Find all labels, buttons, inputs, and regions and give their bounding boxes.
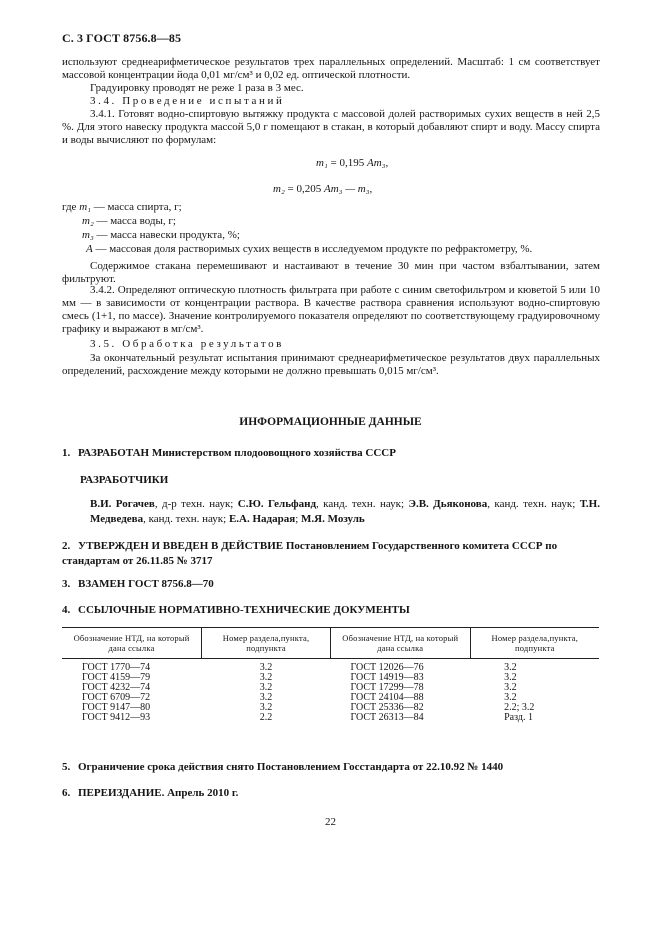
table-cell: 2.2; 3.2 <box>504 702 535 713</box>
developer-name: Т.Н. Медведева <box>90 498 600 525</box>
formula-m2-lhs: m₂ <box>273 183 285 195</box>
table-cell: 3.2 <box>259 662 273 673</box>
paragraph-calibration-frequency: Градуировку проводят не реже 1 раза в 3 мес. <box>90 82 304 94</box>
page-header: С. 3 ГОСТ 8756.8—85 <box>62 31 182 45</box>
item-text: УТВЕРЖДЕН И ВВЕДЕН В ДЕЙСТВИЕ Постановлением Государственного комитета СССР по стандартам от 26.11.85 № 3717 <box>62 540 558 567</box>
developer-role: ; <box>295 513 301 525</box>
table-cell: 3.2 <box>504 672 517 683</box>
where-line-m2 <box>82 215 176 228</box>
developer-name: Е.А. Надарая <box>228 513 296 525</box>
table-cell: 3.2 <box>504 682 517 693</box>
where-line-m1 <box>62 201 182 214</box>
developer-name: В.И. Рогачев <box>90 498 155 510</box>
table-cell: ГОСТ 26313—84 <box>350 712 424 723</box>
section-heading-3-4 <box>62 95 600 108</box>
paragraph-3-4-2: 3.4.2. Определяют оптическую плотность фильтрата при работе с синим светофильтром и кюветой 5 или 10 мм — в зависимости от концентрации раствора. В качестве раствора сравнения используют водно-спиртовую смесь (1+1, по массе). Значение контролируемого показателя определяют по соответствующему градуировочному графику и выражают в мг/см³. <box>62 284 600 335</box>
table-cell: ГОСТ 9412—93 <box>82 712 151 723</box>
developer-role: , канд. техн. наук; <box>487 498 580 510</box>
item-number: 3. <box>62 578 71 590</box>
formula-m1-rhs: Am₃, <box>367 157 389 169</box>
section-heading-3-5 <box>62 338 600 351</box>
table-cell: ГОСТ 14919—83 <box>350 672 424 683</box>
section-heading-3-4-text: 3.4. Проведение испытаний <box>90 95 285 107</box>
info-item-5 <box>62 760 602 775</box>
section-heading-3-5-text: 3.5. Обработка результатов <box>90 338 284 350</box>
table-cell: 3.2 <box>504 692 517 703</box>
item-text: ССЫЛОЧНЫЕ НОРМАТИВНО-ТЕХНИЧЕСКИЕ ДОКУМЕНТЫ <box>78 604 410 616</box>
item-number: 2. <box>62 540 71 552</box>
developer-name: С.Ю. Гельфанд <box>237 498 317 510</box>
table-cell: Разд. 1 <box>504 712 533 723</box>
symbol-m3: m₃ <box>82 229 94 241</box>
symbol-m1: m₁ <box>79 201 91 213</box>
formula-m1-eq: = 0,195 <box>327 157 367 169</box>
table-cell: ГОСТ 4159—79 <box>82 672 151 683</box>
developer-role: , канд. техн. наук; <box>316 498 409 510</box>
formula-m2-rhs: Am₃ — m₃, <box>324 183 373 195</box>
table-cell: ГОСТ 4232—74 <box>82 682 151 693</box>
table-cell: 3.2 <box>259 672 273 683</box>
formula-m1 <box>316 157 388 169</box>
developer-name: Э.В. Дьяконова <box>408 498 488 510</box>
item-number: 4. <box>62 604 71 616</box>
reference-documents-table <box>62 627 599 723</box>
where-desc-m2: — масса воды, г; <box>93 215 176 227</box>
table-cell: ГОСТ 1770—74 <box>82 662 151 673</box>
symbol-a: A <box>86 243 93 255</box>
table-cell: ГОСТ 17299—78 <box>350 682 424 693</box>
where-prefix: где <box>62 201 80 213</box>
item-number: 1. <box>62 447 71 459</box>
column-header: Номер раздела,пункта, подпункта <box>202 628 331 659</box>
symbol-m2: m₂ <box>82 215 94 227</box>
where-desc-a: — массовая доля растворимых сухих веществ в исследуемом продукте по рефрактометру, %. <box>92 243 533 255</box>
info-title: ИНФОРМАЦИОННЫЕ ДАННЫЕ <box>239 416 422 428</box>
table-cell: ГОСТ 12026—76 <box>350 662 424 673</box>
item-number: 5. <box>62 761 71 773</box>
developers-list <box>90 497 600 527</box>
info-item-6 <box>62 786 602 801</box>
formula-m2 <box>273 183 372 195</box>
column-header: Номер раздела,пункта, подпункта <box>470 628 599 659</box>
column-header: Обозначение НТД, на который дана ссылка <box>62 628 202 659</box>
developers-title: РАЗРАБОТЧИКИ <box>80 474 169 486</box>
table-cell: 3.2 <box>259 682 273 693</box>
where-desc-m3: — масса навески продукта, %; <box>93 229 240 241</box>
paragraph-3-5: За окончательный результат испытания принимают среднеарифметическое результатов двух параллельных определений, расхождение между которыми не должно превышать 0,015 мг/см³. <box>62 352 600 377</box>
developer-name: М.Я. Мозуль <box>301 513 365 525</box>
table-cell: 3.2 <box>259 702 273 713</box>
column-header: Обозначение НТД, на который дана ссылка <box>330 628 470 659</box>
table-row <box>62 659 599 674</box>
developer-role: , д-р техн. наук; <box>154 498 238 510</box>
item-text: РАЗРАБОТАН Министерством плодоовощного хозяйства СССР <box>78 447 396 459</box>
table-cell: 3.2 <box>504 662 517 673</box>
paragraph-3-4-1: 3.4.1. Готовят водно-спиртовую вытяжку продукта с массовой долей растворимых сухих веществ в ней 2,5 %. Для этого навеску продукта массой 5,0 г помещают в стакан, в который добавляют спирт и воду. Массу спирта и воды вычисляют по формулам: <box>62 108 600 146</box>
table-cell: ГОСТ 25336—82 <box>350 702 424 713</box>
table-cell: 2.2 <box>259 712 273 723</box>
paragraph-mixing: Содержимое стакана перемешивают и настаивают в течение 30 мин при частом взбалтывании, затем фильтруют. <box>62 260 600 285</box>
info-item-2 <box>62 539 602 569</box>
info-item-4 <box>62 603 602 618</box>
table-header-row <box>62 628 599 659</box>
table-cell: 3.2 <box>259 692 273 703</box>
where-desc-m1: — масса спирта, г; <box>90 201 182 213</box>
developer-role: , канд. техн. наук; <box>143 513 229 525</box>
info-item-1 <box>62 446 602 461</box>
paragraph-calibration-scale: используют среднеарифметическое результатов трех параллельных определений. Масштаб: 1 см соответствует массовой концентрации йода 0,01 мг/см³ и 0,02 ед. оптической плотности. <box>62 56 600 81</box>
where-line-a <box>86 243 532 256</box>
item-text: Ограничение срока действия снято Постановлением Госстандарта от 22.10.92 № 1440 <box>78 761 504 773</box>
table-cell: ГОСТ 6709—72 <box>82 692 151 703</box>
formula-m2-eq: = 0,205 <box>284 183 324 195</box>
item-number: 6. <box>62 787 71 799</box>
table-cell: ГОСТ 24104—88 <box>350 692 424 703</box>
table-row <box>62 713 599 723</box>
item-text: ВЗАМЕН ГОСТ 8756.8—70 <box>78 578 214 590</box>
item-text: ПЕРЕИЗДАНИЕ. Апрель 2010 г. <box>78 787 239 799</box>
table-cell: ГОСТ 9147—80 <box>82 702 151 713</box>
formula-m1-lhs: m₁ <box>316 157 328 169</box>
where-line-m3 <box>82 229 240 242</box>
page-number: 22 <box>325 816 336 828</box>
info-item-3 <box>62 577 602 592</box>
